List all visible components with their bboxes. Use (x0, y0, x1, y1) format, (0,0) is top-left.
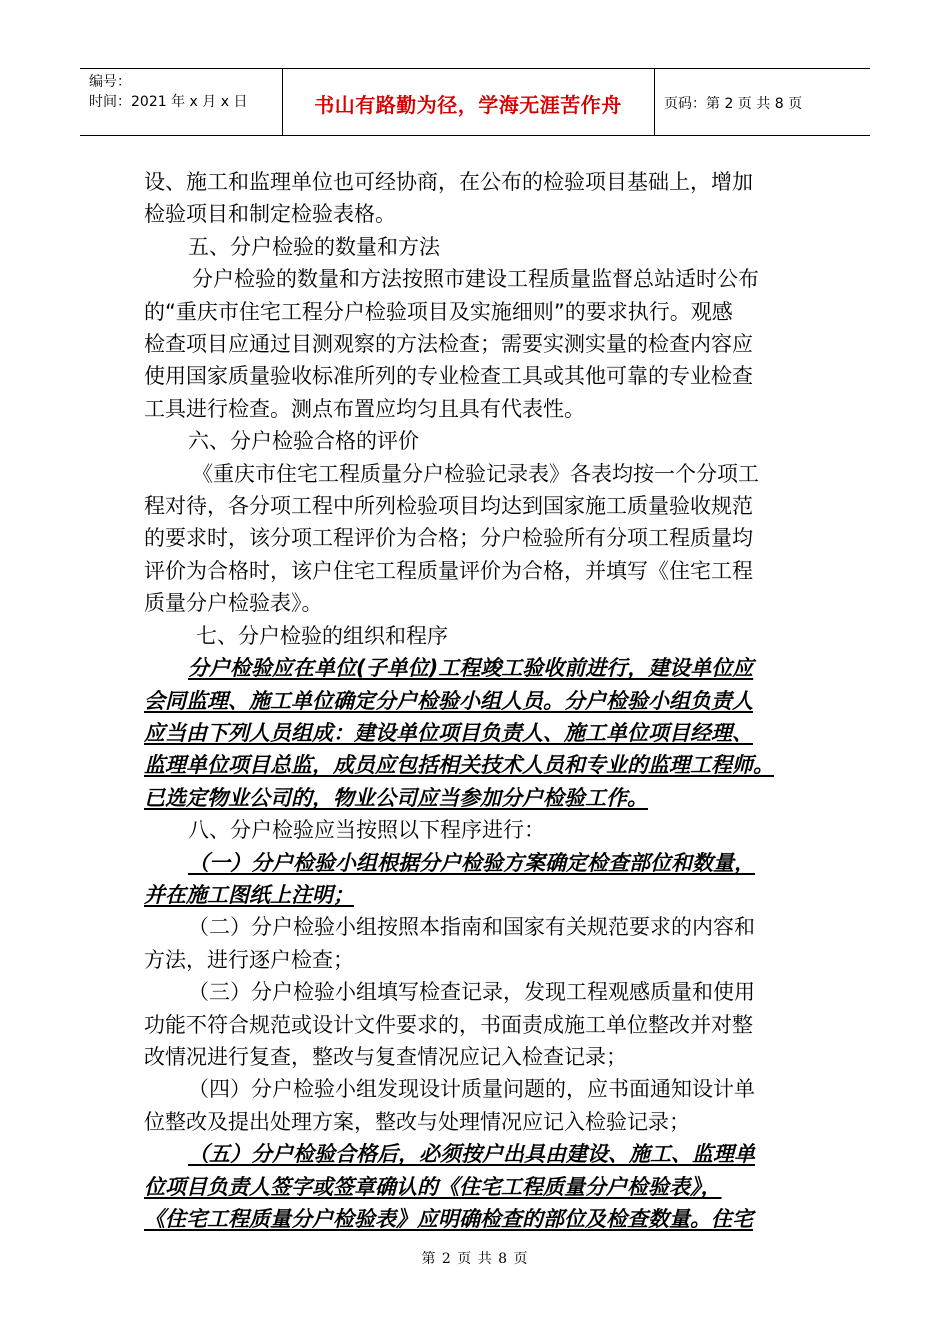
text-line: 位整改及提出处理方案，整改与处理情况应记入检验记录； (144, 1109, 690, 1134)
text-line: 评价为合格时，该户住宅工程质量评价为合格，并填写《住宅工程 (144, 558, 753, 583)
text-line: （三）分户检验小组填写检查记录，发现工程观感质量和使用 (188, 980, 755, 1005)
text-line: 工具进行检查。测点布置应均匀且具有代表性。 (144, 396, 585, 421)
text-line: （四）分户检验小组发现设计质量问题的，应书面通知设计单 (188, 1077, 755, 1102)
body-text (144, 166, 824, 1235)
text-line: 程对待，各分项工程中所列检验项目均达到国家施工质量验收规范 (144, 494, 753, 519)
header-meta (89, 72, 247, 112)
emphasis-line: 应当由下列人员组成：建设单位项目负责人、施工单位项目经理、 (144, 720, 753, 745)
text-line: 质量分户检验表》。 (144, 591, 323, 616)
page-header (80, 68, 870, 136)
header-divider (654, 69, 655, 135)
section-heading: 六、分户检验合格的评价 (188, 429, 419, 454)
text-line: （二）分户检验小组按照本指南和国家有关规范要求的内容和 (188, 915, 755, 940)
emphasis-line: （一）分户检验小组根据分户检验方案确定检查部位和数量， (188, 850, 755, 875)
text-line: 方法，进行逐户检查； (144, 947, 354, 972)
text-line: 的“重庆市住宅工程分户检验项目及实施细则”的要求执行。观感 (144, 299, 733, 324)
text-line: 设、施工和监理单位也可经协商，在公布的检验项目基础上，增加 (144, 170, 753, 194)
text-line: 《重庆市住宅工程质量分户检验记录表》各表均按一个分项工 (192, 461, 759, 486)
header-page-info: 页码：第 2 页 共 8 页 (664, 96, 803, 112)
emphasis-line: 监理单位项目总监，成员应包括相关技术人员和专业的监理工程师。 (144, 753, 774, 778)
text-line: 改情况进行复查，整改与复查情况应记入检查记录； (144, 1044, 627, 1069)
header-motto: 书山有路勤为径，学海无涯苦作舟 (314, 93, 622, 117)
text-line: 使用国家质量验收标准所列的专业检查工具或其他可靠的专业检查 (144, 364, 753, 389)
section-heading: 五、分户检验的数量和方法 (188, 234, 440, 259)
emphasis-line: （五）分户检验合格后，必须按户出具由建设、施工、监理单 (188, 1142, 755, 1167)
page-footer: 第 2 页 共 8 页 (421, 1251, 529, 1267)
number-label: 编号： (89, 74, 131, 90)
text-line: 功能不符合规范或设计文件要求的，书面责成施工单位整改并对整 (144, 1012, 753, 1037)
emphasis-line: 《住宅工程质量分户检验表》应明确检查的部位及检查数量。住宅 (144, 1207, 753, 1231)
emphasis-line: 并在施工图纸上注明； (144, 882, 354, 907)
text-line: 检验项目和制定检验表格。 (144, 202, 396, 227)
section-heading: 八、分户检验应当按照以下程序进行： (188, 818, 545, 843)
emphasis-line: 会同监理、施工单位确定分户检验小组人员。分户检验小组负责人 (144, 688, 753, 713)
emphasis-line: 位项目负责人签字或签章确认的《住宅工程质量分户检验表》， (144, 1174, 722, 1199)
emphasis-line: 已选定物业公司的，物业公司应当参加分户检验工作。 (144, 785, 648, 810)
text-line: 的要求时，该分项工程评价为合格；分户检验所有分项工程质量均 (144, 526, 753, 551)
time-label: 时间：2021 年 x 月 x 日 (89, 94, 248, 110)
emphasis-line: 分户检验应在单位(子单位)工程竣工验收前进行，建设单位应 (188, 656, 754, 681)
section-heading: 七、分户检验的组织和程序 (196, 623, 448, 648)
text-line: 分户检验的数量和方法按照市建设工程质量监督总站适时公布 (192, 267, 759, 292)
text-line: 检查项目应通过目测观察的方法检查；需要实测实量的检查内容应 (144, 332, 753, 357)
